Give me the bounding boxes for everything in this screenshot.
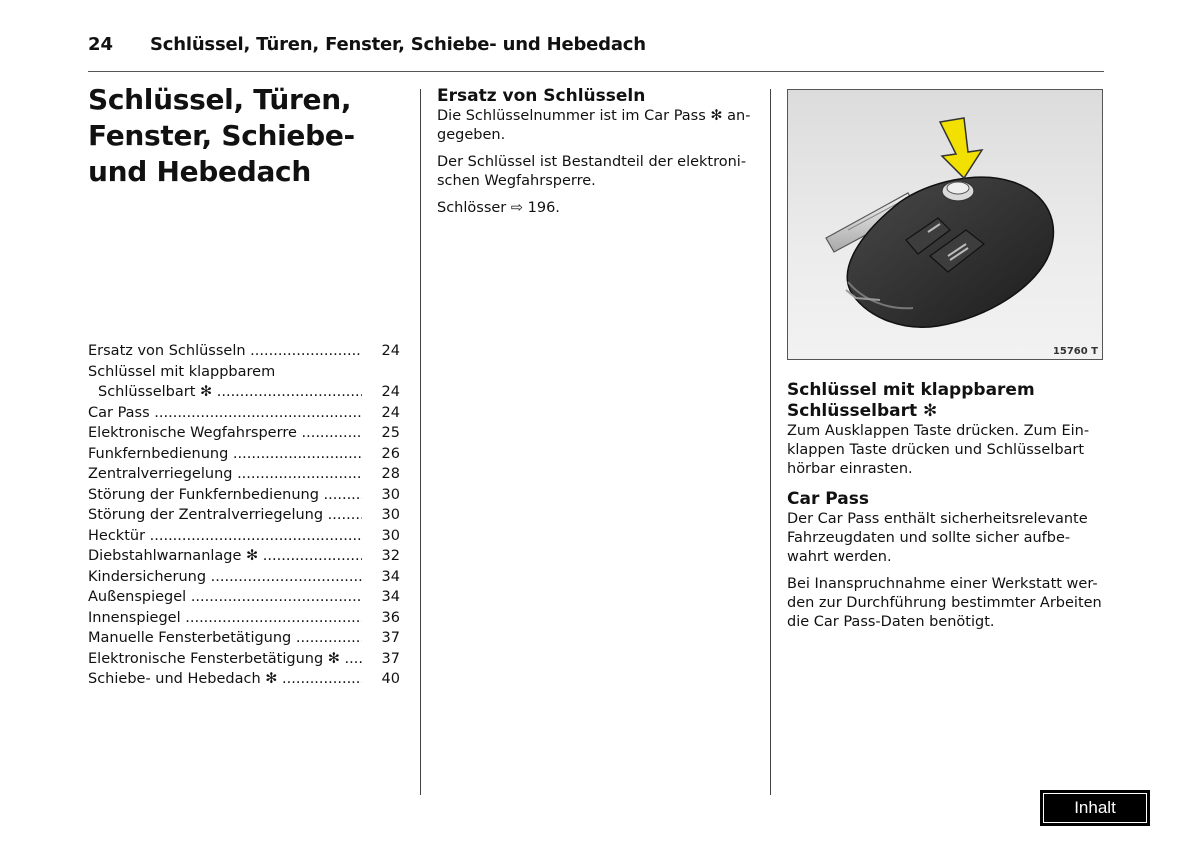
toc-item[interactable]: Innenspiegel ..... 36 [88,608,400,629]
paragraph: Der Schlüssel ist Bestandteil der elektroni-schen Wegfahrsperre. [437,154,747,189]
paragraph: Die Schlüsselnummer ist im Car Pass ✻ an-gegeben. [437,108,751,143]
header-rule [88,71,1104,72]
toc-item[interactable]: Elektronische Wegfahrsperre ..... 25 [88,423,400,444]
section-heading: Car Pass [787,489,869,509]
toc-item[interactable]: Zentralverriegelung ..... 28 [88,464,400,485]
toc-item[interactable]: Schiebe- und Hebedach ✻ ..... 40 [88,669,400,690]
cross-reference-link[interactable]: Schlösser ⇨ 196. [437,200,560,216]
chapter-title: Schlüssel, Türen, Fenster, Schiebe- und Hebedach [88,83,355,188]
toc-item[interactable]: Außenspiegel ..... 34 [88,587,400,608]
paragraph: Zum Ausklappen Taste drücken. Zum Ein-klappen Taste drücken und Schlüsselbart hörbar einrasten. [787,423,1090,477]
contents-button[interactable]: Inhalt [1040,790,1150,826]
section-heading: Schlüssel mit klappbarem Schlüsselbart ✻ [787,380,1035,421]
toc-item[interactable]: Funkfernbedienung ..... 26 [88,444,400,465]
paragraph: Bei Inanspruchnahme einer Werkstatt wer-den zur Durchführung bestimmter Arbeiten die Car Pass-Daten benötigt. [787,576,1102,630]
section-ersatz [437,86,757,226]
column-divider-right [770,89,771,795]
toc-item[interactable]: Schlüssel mit klappbarem [88,363,276,380]
section-heading: Ersatz von Schlüsseln [437,86,646,106]
toc-item[interactable]: Manuelle Fensterbetätigung ..... 37 [88,628,400,649]
figure-code: 15760 T [1052,346,1098,357]
table-of-contents [88,341,400,690]
column-divider-left [420,89,421,795]
toc-item[interactable]: Kindersicherung ..... 34 [88,567,400,588]
toc-item[interactable]: Störung der Funkfernbedienung ..... 30 [88,485,400,506]
right-column [787,380,1107,640]
running-header-title: Schlüssel, Türen, Fenster, Schiebe- und Hebedach [150,34,646,55]
toc-item-continued[interactable]: Schlüsselbart ✻ ..... 24 [88,382,400,403]
key-figure [787,89,1103,360]
toc-item[interactable]: Störung der Zentralverriegelung ..... 30 [88,505,400,526]
page-number: 24 [88,34,114,55]
folding-key-illustration [788,90,1102,359]
toc-item[interactable]: Car Pass ..... 24 [88,403,400,424]
toc-item[interactable]: Hecktür ..... 30 [88,526,400,547]
paragraph: Der Car Pass enthält sicherheitsrelevante Fahrzeugdaten und sollte sicher aufbe-wahrt werden. [787,511,1088,565]
toc-item[interactable]: Elektronische Fensterbetätigung ✻ ..... 37 [88,649,400,670]
toc-item[interactable]: Diebstahlwarnanlage ✻ ..... 32 [88,546,400,567]
toc-item[interactable]: Ersatz von Schlüsseln ..... 24 [88,341,400,362]
